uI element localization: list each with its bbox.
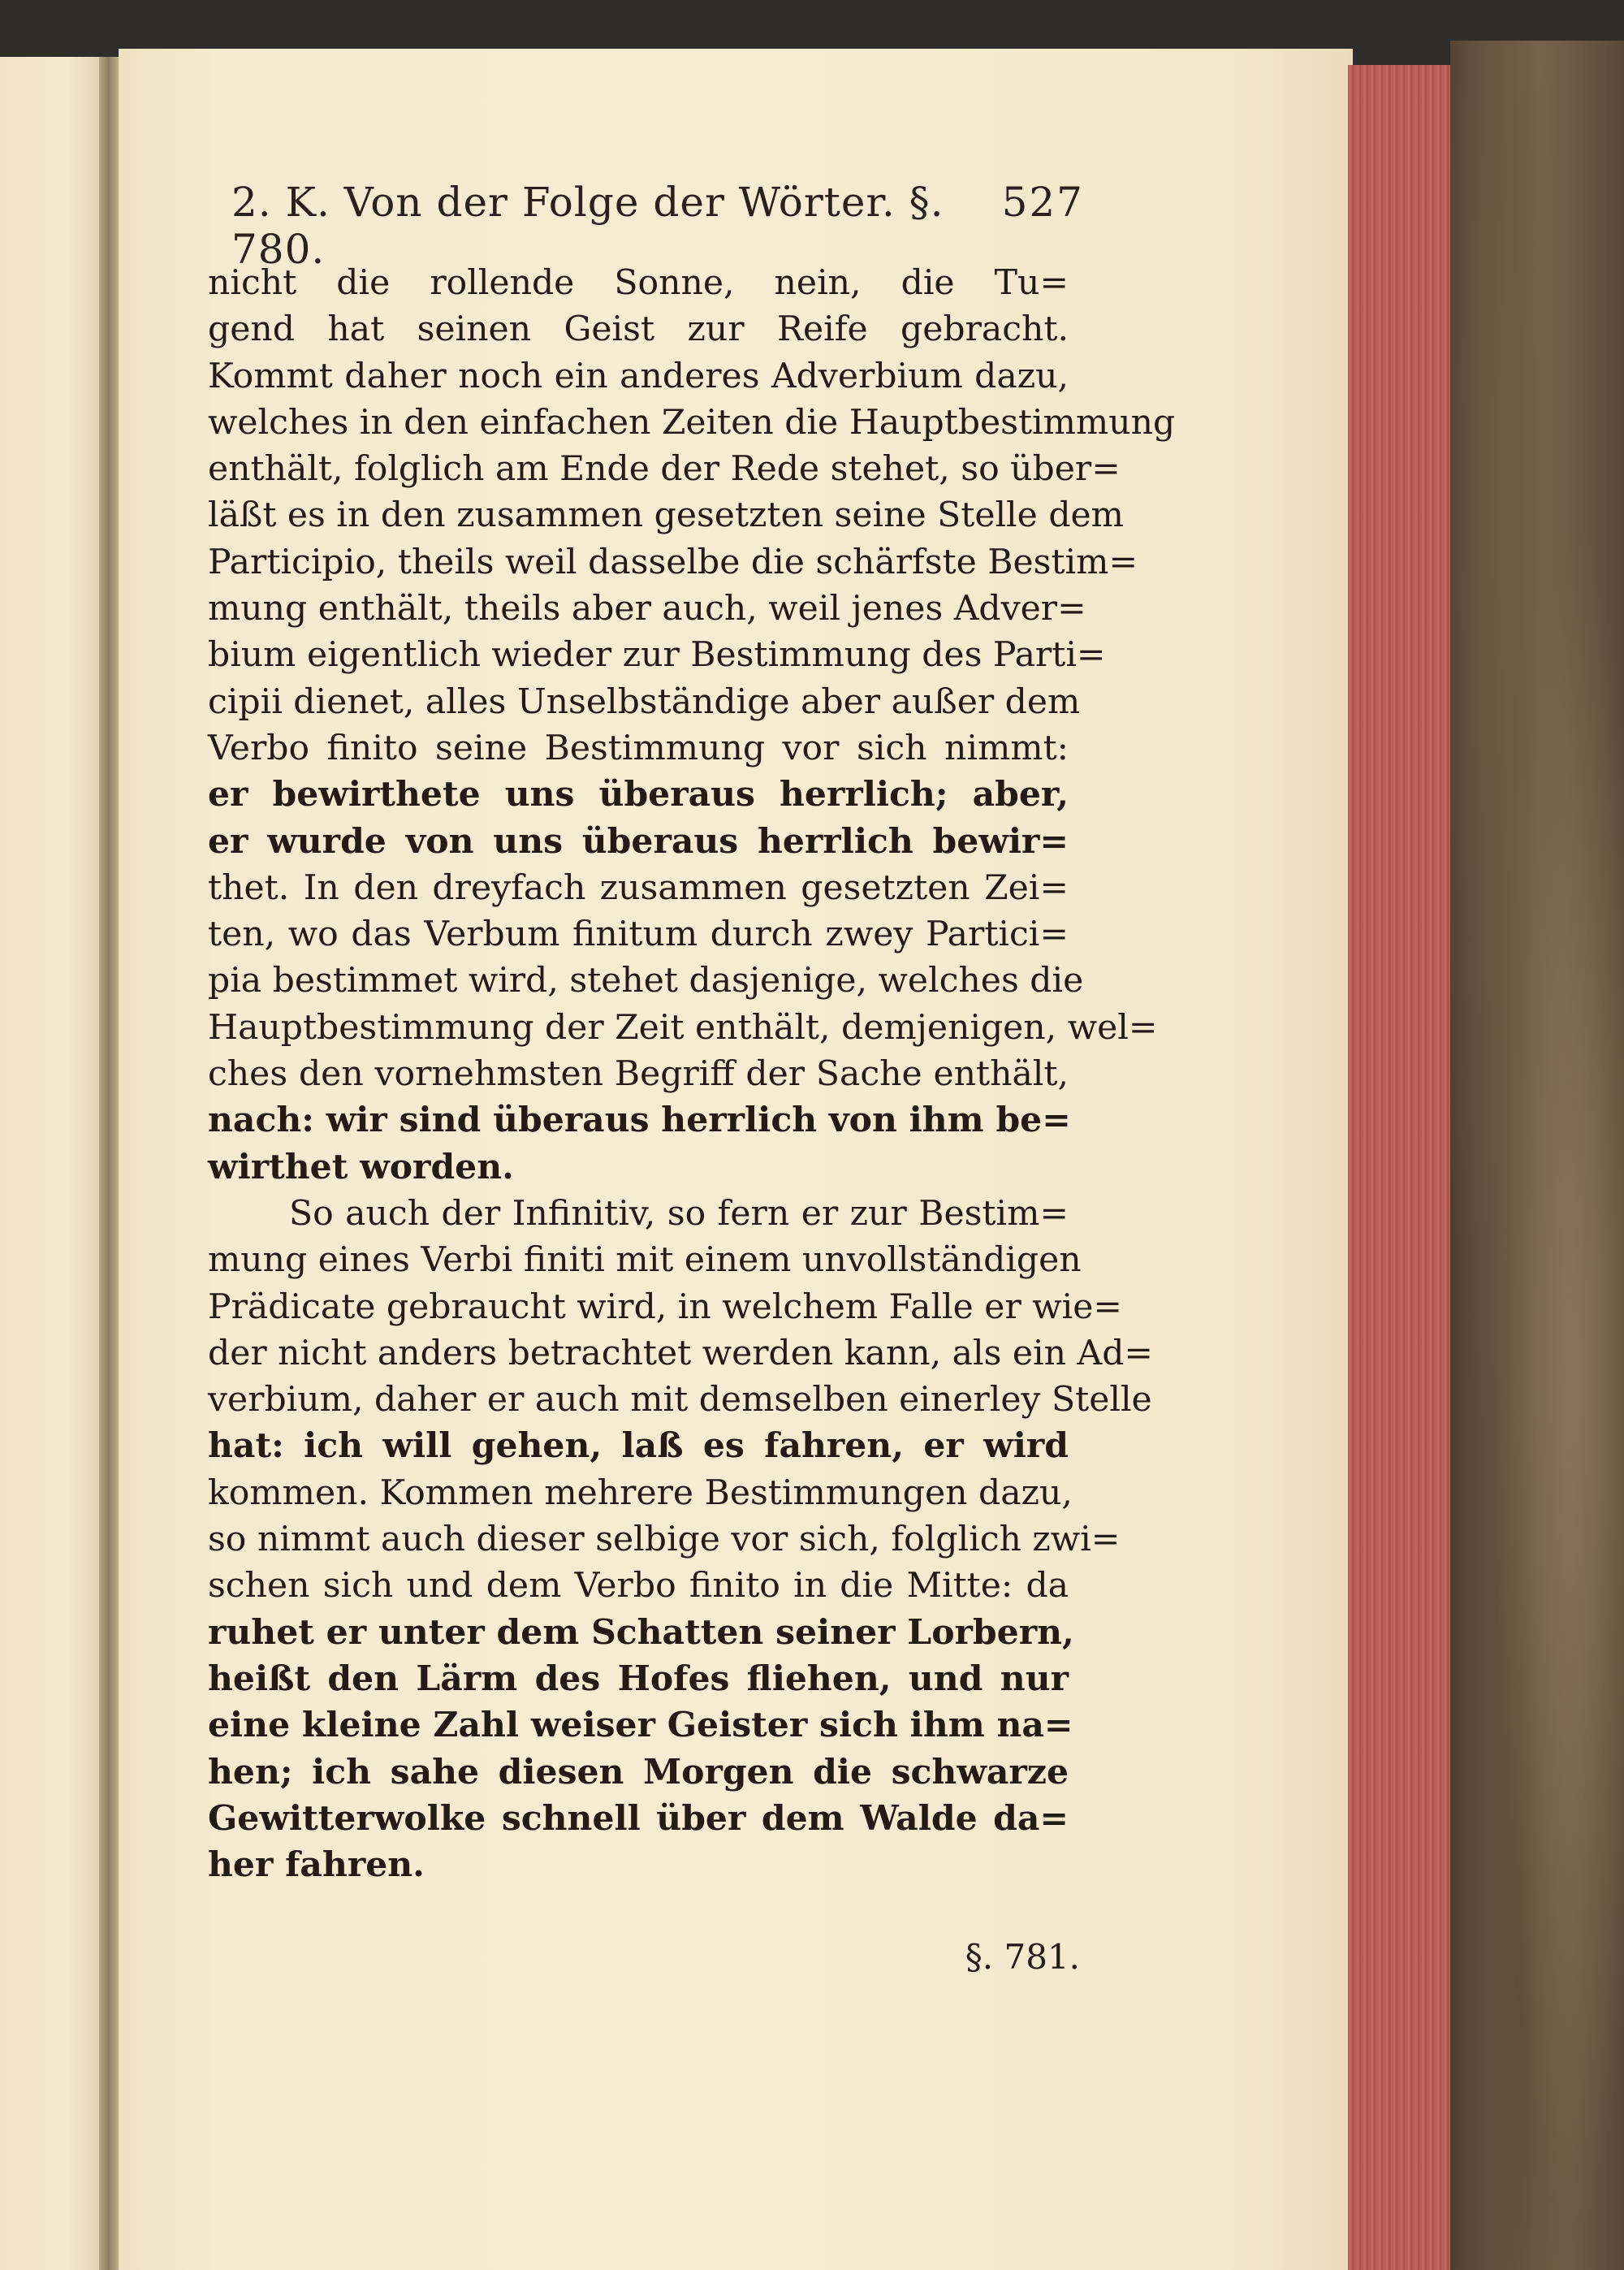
text-line: Participio, theils weil dasselbe die schärfste Bestim=: [208, 542, 1138, 582]
book-gutter: [99, 57, 120, 2270]
text-line: kommen. Kommen mehrere Bestimmungen dazu,: [208, 1472, 1073, 1513]
text-line: der nicht anders betrachtet werden kann, als ein Ad=: [208, 1333, 1154, 1373]
text-line: Prädicate gebraucht wird, in welchem Falle er wie=: [208, 1286, 1123, 1327]
catchword: §. 781.: [965, 1937, 1080, 1977]
text-line-paragraph-start: So auch der Infinitiv, so fern er zur Bestim=: [289, 1193, 1069, 1234]
text-line: welches in den einfachen Zeiten die Hauptbestimmung: [208, 402, 1176, 443]
text-line-example: Gewitterwolke schnell über dem Walde da=: [208, 1797, 1069, 1839]
text-line-example: wirthet worden.: [208, 1146, 514, 1187]
text-line: mung enthält, theils aber auch, weil jenes Adver=: [208, 589, 1086, 629]
red-page-edges: [1348, 65, 1453, 2270]
previous-page-edge: [0, 57, 114, 2270]
text-line-example: er bewirthete uns überaus herrlich; aber,: [208, 774, 1069, 815]
body-text: [208, 260, 1176, 1888]
text-line-example: her fahren.: [208, 1844, 425, 1886]
text-line: ches den vornehmsten Begriff der Sache enthält,: [208, 1054, 1069, 1095]
text-line-example: hen; ich sahe diesen Morgen die schwarze: [208, 1751, 1069, 1792]
marbled-cover-board: [1450, 41, 1624, 2270]
text-line: cipii dienet, alles Unselbständige aber außer dem: [208, 681, 1081, 722]
text-line-example: hat: ich will gehen, laß es fahren, er wird: [208, 1425, 1069, 1467]
page-number: 527: [1001, 179, 1084, 226]
running-title: 2. K. Von der Folge der Wörter. §. 780.: [231, 179, 944, 273]
text-line: enthält, folglich am Ende der Rede stehet, so über=: [208, 449, 1121, 490]
text-line: Hauptbestimmung der Zeit enthält, demjenigen, wel=: [208, 1007, 1158, 1048]
text-line: Kommt daher noch ein anderes Adverbium dazu,: [208, 356, 1069, 396]
text-line: thet. In den dreyfach zusammen gesetzten Zei=: [208, 867, 1069, 908]
text-line-example: eine kleine Zahl weiser Geister sich ihm na=: [208, 1705, 1073, 1746]
text-line: Verbo finito seine Bestimmung vor sich nimmt:: [208, 728, 1069, 768]
text-line-example: heißt den Lärm des Hofes fliehen, und nur: [208, 1658, 1069, 1699]
text-line: mung eines Verbi finiti mit einem unvollständigen: [208, 1240, 1082, 1281]
running-header: [231, 179, 1084, 273]
text-line-example: nach: wir sind überaus herrlich von ihm be=: [208, 1100, 1071, 1141]
text-line: verbium, daher er auch mit demselben einerley Stelle: [208, 1380, 1152, 1420]
text-line: so nimmt auch dieser selbige vor sich, folglich zwi=: [208, 1520, 1121, 1560]
text-line: ten, wo das Verbum finitum durch zwey Partici=: [208, 914, 1069, 955]
text-line-example: er wurde von uns überaus herrlich bewir=: [208, 820, 1069, 862]
text-line: nicht die rollende Sonne, nein, die Tu=: [208, 263, 1069, 303]
text-line: schen sich und dem Verbo finito in die Mitte: da: [208, 1566, 1069, 1606]
text-line: gend hat seinen Geist zur Reife gebracht.: [208, 309, 1069, 350]
text-line-example: ruhet er unter dem Schatten seiner Lorbern,: [208, 1611, 1074, 1653]
text-line: pia bestimmet wird, stehet dasjenige, welches die: [208, 961, 1084, 1001]
text-line: bium eigentlich wieder zur Bestimmung des Parti=: [208, 635, 1106, 676]
text-line: läßt es in den zusammen gesetzten seine Stelle dem: [208, 495, 1124, 536]
